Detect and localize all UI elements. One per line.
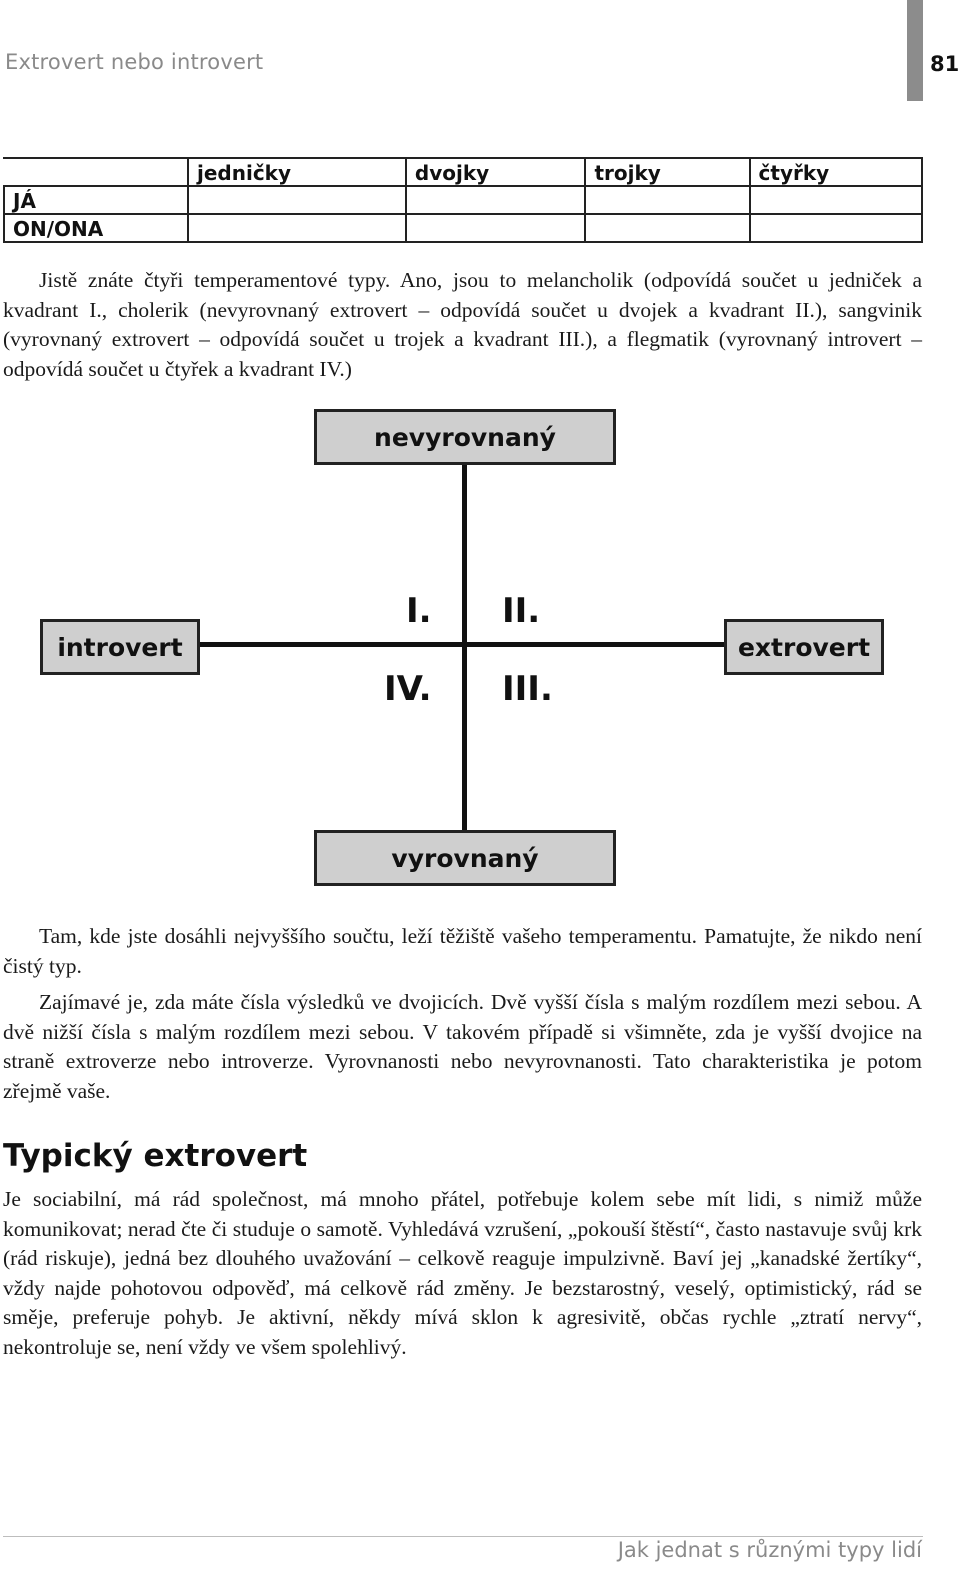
table-cell xyxy=(406,186,586,214)
page-number: 81 xyxy=(930,52,960,76)
footer-rule xyxy=(3,1536,923,1537)
table-row xyxy=(4,186,922,214)
summary-paragraph-text: Tam, kde jste dosáhli nejvyššího součtu, leží těžiště vašeho temperamentu. Pamatujte, že nikdo není čistý typ. xyxy=(3,924,922,978)
table-header-cell: jedničky xyxy=(188,158,406,186)
diagram-label-top: nevyrovnaný xyxy=(314,409,616,465)
table-cell xyxy=(188,214,406,242)
table-cell xyxy=(406,214,586,242)
summary-paragraph xyxy=(3,922,922,981)
extrovert-paragraph: Je sociabilní, má rád společnost, má mnoho přátel, potřebuje kolem sebe mít lidi, s nimiž může komunikovat; nerad čte či studuje o samotě. Vyhledává vzrušení, „pokouší štěstí“, často nastavuje svůj krk (rád riskuje), jedná bez dlouhého uvažování – celkově reaguje impulzivně. Baví jej „kanadské žertíky“, vždy najde pohotovou odpověď, má celkově rád změny. Je bezstarostný, veselý, optimistický, rád se směje, preferuje pohyb. Je aktivní, někdy mívá sklon k agresivitě, občas rychle „ztratí nervy“, nekontroluje se, není vždy ve všem spolehlivý. xyxy=(3,1187,922,1359)
table-cell xyxy=(750,186,922,214)
table-cell xyxy=(585,214,749,242)
header-bar xyxy=(907,0,923,101)
quadrant-label-i: I. xyxy=(406,591,432,631)
table-header-cell: dvojky xyxy=(406,158,586,186)
table-header-cell: čtyřky xyxy=(750,158,922,186)
vertical-axis xyxy=(462,465,467,831)
pairs-paragraph xyxy=(3,988,922,1106)
section-heading: Typický extrovert xyxy=(3,1138,308,1174)
pairs-paragraph-text: Zajímavé je, zda máte čísla výsledků ve dvojicích. Dvě vyšší čísla s malým rozdílem mezi sebou. A dvě nižší čísla s malým rozdílem mezi sebou. V takovém případě si všimněte, zda je vyšší dvojice na straně extroverze nebo introverze. Vyrovnanosti nebo nevyrovnanosti. Tato charakteristika je potom zřejmě vaše. xyxy=(3,990,922,1103)
score-table xyxy=(3,157,923,243)
table-header-cell xyxy=(4,158,188,186)
quadrant-label-ii: II. xyxy=(502,591,541,631)
quadrant-label-iv: IV. xyxy=(384,669,432,709)
table-row-label: ON/ONA xyxy=(4,214,188,242)
table-row-label: JÁ xyxy=(4,186,188,214)
diagram-label-left: introvert xyxy=(40,619,200,675)
header-title: Extrovert nebo introvert xyxy=(5,50,264,74)
diagram-label-bottom: vyrovnaný xyxy=(314,830,616,886)
table-row xyxy=(4,214,922,242)
intro-paragraph xyxy=(3,266,922,384)
footer-title: Jak jednat s různými typy lidí xyxy=(617,1538,922,1562)
quadrant-label-iii: III. xyxy=(502,669,553,709)
intro-paragraph-text: Jistě znáte čtyři temperamentové typy. Ano, jsou to melancholik (odpovídá součet u jedniček a kvadrant I., cholerik (nevyrovnaný extrovert – odpovídá součet u dvojek a kvadrant II.), sangvinik (vyrovnaný extrovert – odpovídá součet u trojek a kvadrant III.), a flegmatik (vyrovnaný introvert – odpovídá součet u čtyřek a kvadrant IV.) xyxy=(3,268,922,381)
table-cell xyxy=(750,214,922,242)
table-cell xyxy=(585,186,749,214)
table-cell xyxy=(188,186,406,214)
table-header-cell: trojky xyxy=(585,158,749,186)
table-header-row xyxy=(4,158,922,186)
diagram-label-right: extrovert xyxy=(724,619,884,675)
horizontal-axis xyxy=(200,642,725,647)
